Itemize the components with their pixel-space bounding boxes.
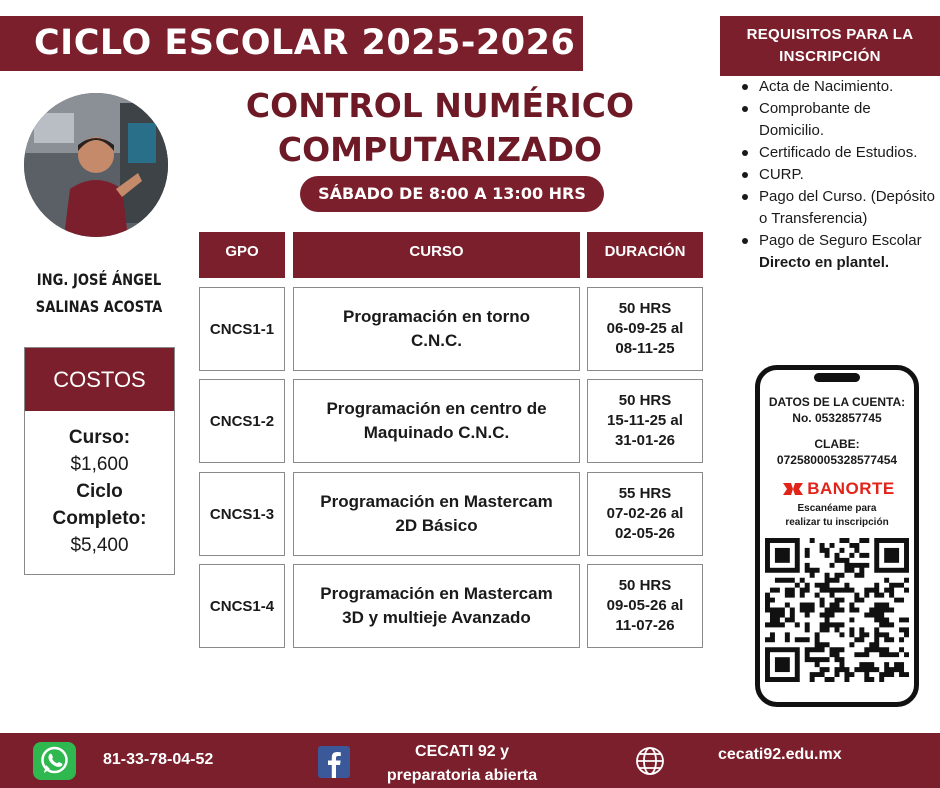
course-title-line1: CONTROL NUMÉRICO (245, 86, 635, 125)
account-heading: DATOS DE LA CUENTA: (768, 395, 906, 409)
clabe-label: CLABE: (814, 437, 860, 451)
page-title: CICLO ESCOLAR 2025-2026 (0, 16, 583, 71)
course-name-line1: Programación en Mastercam (320, 584, 553, 603)
costs-details (25, 424, 174, 559)
course-price-label: Curso: (68, 427, 131, 448)
duration-end: 08-11-25 (615, 340, 675, 357)
website-link[interactable]: cecati92.edu.mx (718, 746, 842, 763)
list-item: Comprobante de Domicilio. (740, 98, 938, 142)
list-item: Acta de Nacimiento. (740, 76, 938, 98)
table-header-course: CURSO (293, 232, 580, 278)
instructor-name-line1: ING. JOSÉ ÁNGEL (36, 270, 162, 289)
course-title-line2: COMPUTARIZADO (277, 130, 603, 169)
instructor-photo (24, 93, 168, 237)
clabe-info (760, 436, 914, 468)
qr-code-icon[interactable] (765, 538, 909, 682)
course-name-line2: Maquinado C.N.C. (363, 423, 510, 442)
duration-end: 11-07-26 (615, 617, 675, 634)
course-name-line2: 3D y multieje Avanzado (342, 608, 531, 627)
duration-start: 15-11-25 al (607, 412, 683, 429)
list-item: CURP. (740, 164, 938, 186)
bank-name: BANORTE (807, 479, 895, 498)
table-cell-gpo: CNCS1-3 (199, 472, 285, 556)
costs-heading: COSTOS (25, 348, 174, 411)
table-cell-gpo: CNCS1-2 (199, 379, 285, 463)
course-name-line1: Programación en torno (342, 307, 531, 326)
requirements-heading-line2: INSCRIPCIÓN (779, 48, 881, 65)
requirements-list (740, 76, 938, 274)
scan-instruction (760, 502, 914, 530)
facebook-icon[interactable] (318, 746, 350, 778)
phone-notch (814, 373, 860, 382)
requirements-heading-line1: REQUISITOS PARA LA (746, 26, 914, 43)
list-item (740, 230, 938, 274)
course-title (230, 84, 650, 172)
globe-icon[interactable] (634, 745, 666, 777)
table-cell-duration (587, 287, 703, 371)
table-cell-duration (587, 379, 703, 463)
course-price: $1,600 (70, 454, 129, 475)
facebook-page[interactable] (370, 740, 554, 788)
table-cell-duration (587, 472, 703, 556)
duration-end: 02-05-26 (614, 525, 676, 542)
duration-start: 09-05-26 al (606, 597, 684, 614)
table-cell-course (293, 564, 580, 648)
duration-hours: 50 HRS (618, 300, 672, 317)
bank-logo (774, 478, 904, 500)
duration-hours: 50 HRS (618, 392, 672, 409)
scan-instruction-line2: realizar tu inscripción (785, 517, 889, 528)
schedule-badge: SÁBADO DE 8:00 A 13:00 HRS (300, 176, 604, 212)
account-info (760, 394, 914, 426)
duration-end: 31-01-26 (614, 432, 676, 449)
list-item: Certificado de Estudios. (740, 142, 938, 164)
cycle-price: $5,400 (70, 535, 129, 556)
table-header-gpo: GPO (199, 232, 285, 278)
phone-number[interactable]: 81-33-78-04-52 (103, 751, 214, 768)
phone-mockup (755, 365, 919, 707)
table-cell-gpo: CNCS1-1 (199, 287, 285, 371)
facebook-page-line1: CECATI 92 y (415, 743, 509, 760)
duration-hours: 55 HRS (618, 485, 672, 502)
course-name-line2: 2D Básico (395, 516, 478, 535)
course-name-line1: Programación en centro de (326, 399, 547, 418)
scan-instruction-line1: Escanéame para (797, 503, 877, 514)
requirements-heading (720, 16, 940, 76)
instructor-name (26, 266, 172, 320)
cycle-price-label-2: Completo: (52, 508, 147, 529)
list-item-emphasis: Directo en plantel. (759, 254, 890, 271)
account-number: No. 0532857745 (792, 411, 882, 425)
duration-hours: 50 HRS (618, 577, 672, 594)
cycle-price-label-1: Ciclo (76, 481, 123, 502)
table-cell-course (293, 472, 580, 556)
table-cell-course (293, 287, 580, 371)
course-name-line2: C.N.C. (411, 331, 462, 350)
course-name-line1: Programación en Mastercam (320, 492, 553, 511)
list-item: Pago del Curso. (Depósito o Transferencia) (740, 186, 938, 230)
table-cell-course (293, 379, 580, 463)
duration-start: 06-09-25 al (606, 320, 684, 337)
table-cell-gpo: CNCS1-4 (199, 564, 285, 648)
banorte-logo-icon (783, 481, 803, 497)
facebook-page-line2: preparatoria abierta (386, 767, 538, 784)
duration-start: 07-02-26 al (606, 505, 684, 522)
costs-box (24, 347, 175, 575)
table-cell-duration (587, 564, 703, 648)
list-item-text: Pago de Seguro Escolar (759, 232, 922, 249)
instructor-name-line2: SALINAS ACOSTA (35, 297, 163, 316)
clabe-number: 072580005328577454 (776, 453, 898, 467)
whatsapp-icon[interactable] (33, 742, 76, 780)
table-header-duration: DURACIÓN (587, 232, 703, 278)
